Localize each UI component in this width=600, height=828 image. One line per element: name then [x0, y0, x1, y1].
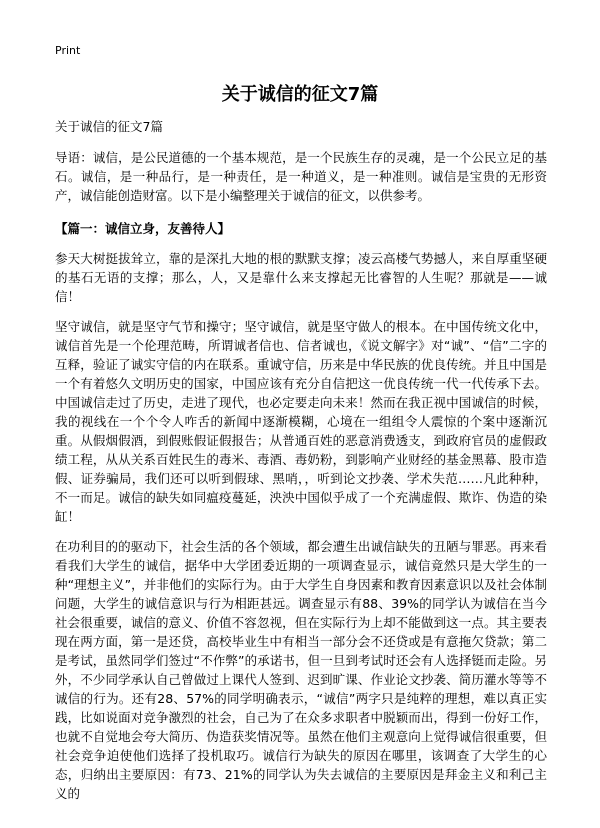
body-paragraph: 在功利目的的驱动下，社会生活的各个领域，都会遭生出诚信缺失的丑陋与罪恶。再来看看我们大学生的诚信，据华中大学团委近期的一项调查显示，诚信竟然只是大学生的一种“理想主义”，并非他们的实际行为。由于大学生自身因素和教育因素意识以及社会体制问题，大学生的诚信意识与行为相距甚远。调查显示有88、39%的同学认为诚信在当今社会很重要，诚信的意义、价值不容忽视，但在实际行为上却不能做到这一点。其主要表现在两方面，第一是还贷，高校毕业生中有相当一部分会不还贷或是有意拖欠贷款；第二是考试，虽然同学们签过“不作弊”的承诺书，但一旦到考试时还会有人选择铤而走险。另外，不少同学承认自己曾做过上课代人签到、迟到旷课、作业论文抄袭、简历灌水等等不诚信的行为。还有28、57%的同学明确表示，“诚信”两字只是纯粹的理想，难以真正实践，比如说面对竞争激烈的社会，自己为了在众多求职者中脱颖而出，得到一份好工作，也就不自觉地会夸大简历、伪造获奖情况等。虽然在他们主观意向上觉得诚信很重要，但社会竞争迫使他们选择了投机取巧。诚信行为缺失的原因在哪里，该调查了大学生的心态，归纳出主要原因：有73、21%的同学认为失去诚信的主要原因是拜金主义和利己主义的: [55, 539, 547, 801]
body-paragraph: 参天大树挺拔耸立，靠的是深扎大地的根的默默支撑；凌云高楼气势撼人，来自厚重坚硬的基石无语的支撑；那么，人，又是靠什么来支撑起无比睿智的人生呢？那就是——诚信！: [55, 251, 547, 304]
document-title: 关于诚信的征文7篇: [221, 84, 379, 105]
section-heading: 【篇一：诚信立身，友善待人】: [55, 221, 231, 236]
document-subtitle: 关于诚信的征文7篇: [55, 119, 163, 134]
document-body: [55, 148, 547, 803]
print-label[interactable]: Print: [55, 44, 81, 57]
intro-paragraph: 导语：诚信，是公民道德的一个基本规范，是一个民族生存的灵魂，是一个公民立足的基石。诚信，是一种品行，是一种责任，是一种道义，是一种准则。诚信是宝贵的无形资产，诚信能创造财富。以下是小编整理关于诚信的征文，以供参考。: [55, 150, 547, 203]
body-paragraph: 坚守诚信，就是坚守气节和操守；坚守诚信，就是坚守做人的根本。在中国传统文化中，诚信首先是一个伦理范畴，所谓诚者信也、信者诚也，《说文解字》对“诚”、“信”二字的互释，验证了诚实守信的内在联系。重诚守信，历来是中华民族的优良传统。并且中国是一个有着悠久文明历史的国家，中国应该有充分自信把这一优良传统一代一代传承下去。中国诚信走过了历史，走进了现代，也必定要走向未来！然而在我正视中国诚信的时候，我的视线在一个个令人咋舌的新闻中逐渐模糊，心境在一组组令人震惊的个案中逐渐沉重。从假烟假酒，到假账假证假报告；从普通百姓的恶意消费透支，到政府官员的虚假政绩工程，从从关系百姓民生的毒米、毒酒、毒奶粉，到影响产业财经的基金黑幕、股市造假、证券骗局，我们还可以听到假球、黑哨，，听到论文抄袭、学术失范……凡此种种，不一而足。诚信的缺失如同瘟疫蔓延，泱泱中国似乎成了一个充满虚假、欺诈、伪造的染缸！: [55, 319, 547, 524]
